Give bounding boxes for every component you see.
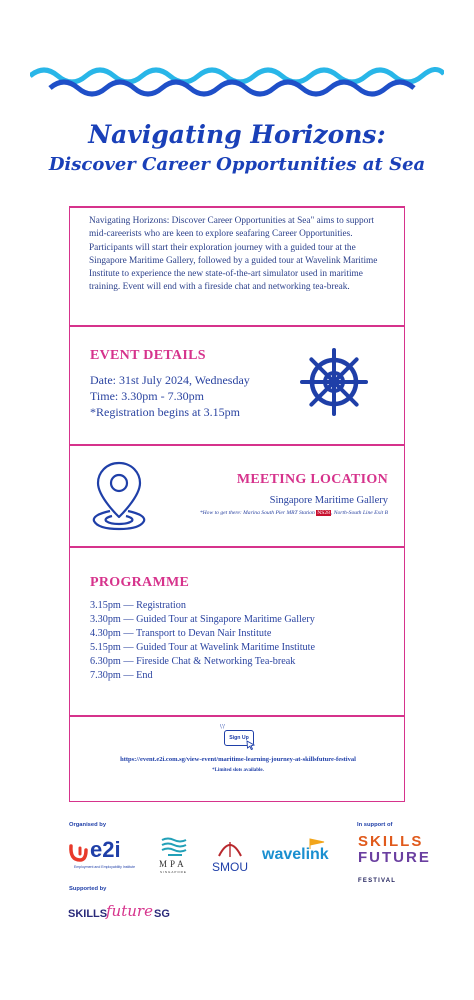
signup-url-link[interactable]: https://event.e2i.com.sg/view-event/maritime-learning-journey-at-skillsfuture-festival [120, 756, 356, 763]
signup-button[interactable]: Sign Up [224, 730, 254, 746]
festival-line-1: SKILLS [358, 833, 424, 850]
location-directions [200, 510, 388, 516]
e2i-logo [68, 838, 148, 868]
location-pin-icon [88, 459, 150, 533]
mpa-subtitle: SINGAPORE [160, 870, 187, 874]
smou-logo [210, 836, 250, 876]
wave-decoration [30, 62, 444, 102]
event-details-heading: EVENT DETAILS [90, 348, 206, 363]
festival-line-3: FESTIVAL [358, 878, 397, 884]
directions-prefix: *How to get there: Marina South Pier MRT Station [199, 510, 315, 516]
sf-skills-word: SKILLS [68, 908, 108, 920]
mpa-wordmark: MPA [159, 859, 187, 869]
wavelink-wordmark: wavelink [262, 846, 329, 863]
festival-line-2: FUTURE [358, 849, 431, 866]
event-registration: *Registration begins at 3.15pm [90, 405, 240, 419]
list-item: 3.15pm — Registration [90, 600, 186, 611]
event-details-section [69, 326, 405, 445]
limited-slots-note: *Limited slots available. [212, 768, 264, 773]
mpa-logo [158, 836, 194, 876]
e2i-subtitle: Employment and Employability Institute [74, 865, 136, 869]
title-line-1: Navigating Horizons: [88, 120, 386, 149]
skillsfuture-sg-logo [68, 902, 178, 924]
list-item: 7.30pm — End [90, 670, 153, 682]
mpa-waves-icon [160, 836, 190, 856]
ship-wheel-icon [300, 348, 368, 416]
in-support-of-label: In support of [357, 822, 393, 828]
organised-by-label: Organised by [69, 822, 107, 828]
directions-suffix: , North-South Line Exit B [330, 510, 388, 516]
event-date: Date: 31st July 2024, Wednesday [90, 373, 250, 387]
skillsfuture-festival-logo [356, 833, 431, 890]
sf-future-word: future [106, 902, 153, 920]
intro-text: Navigating Horizons: Discover Career Opportunities at Sea" aims to support mid-careerists who are keen to explore seafaring Career Opportunities. Participants will start their exploration journey with a guided tour at the Singapore Maritime Gallery, followed by a guided tour at Wavelink Maritime Institute to experience the new state-of-the-art simulator used in maritime training. Event will end with a fireside chat and networking tea-break. [89, 216, 378, 293]
intro-section [69, 207, 405, 326]
cursor-icon [246, 740, 256, 750]
list-item: 4.30pm — Transport to Devan Nair Institute [90, 628, 272, 640]
supported-by-label: Supported by [69, 886, 107, 892]
signup-section [69, 716, 405, 802]
title-line-2: Discover Career Opportunities at Sea [48, 154, 426, 175]
location-name: Singapore Maritime Gallery [269, 495, 388, 506]
e2i-wordmark: e2i [90, 837, 121, 862]
meeting-location-section [69, 445, 405, 547]
list-item: 6.30pm — Fireside Chat & Networking Tea-break [90, 656, 296, 668]
programme-section [69, 547, 405, 716]
sparkle-icon: \'/ [220, 724, 225, 730]
smou-wordmark: SMOU [212, 860, 248, 874]
programme-list [90, 599, 315, 684]
list-item: 3.30pm — Guided Tour at Singapore Maritime Gallery [90, 614, 315, 626]
e2i-mark-icon [68, 842, 88, 864]
list-item: 5.15pm — Guided Tour at Wavelink Maritime Institute [90, 642, 316, 654]
event-time: Time: 3.30pm - 7.30pm [90, 389, 204, 403]
meeting-location-heading: MEETING LOCATION [236, 472, 388, 487]
programme-heading: PROGRAMME [90, 575, 190, 590]
smou-sail-icon [216, 836, 244, 858]
page-title [0, 120, 474, 178]
station-code-badge: NS28 [317, 510, 330, 516]
wavelink-logo [262, 838, 332, 868]
sf-sg-word: SG [154, 908, 170, 920]
